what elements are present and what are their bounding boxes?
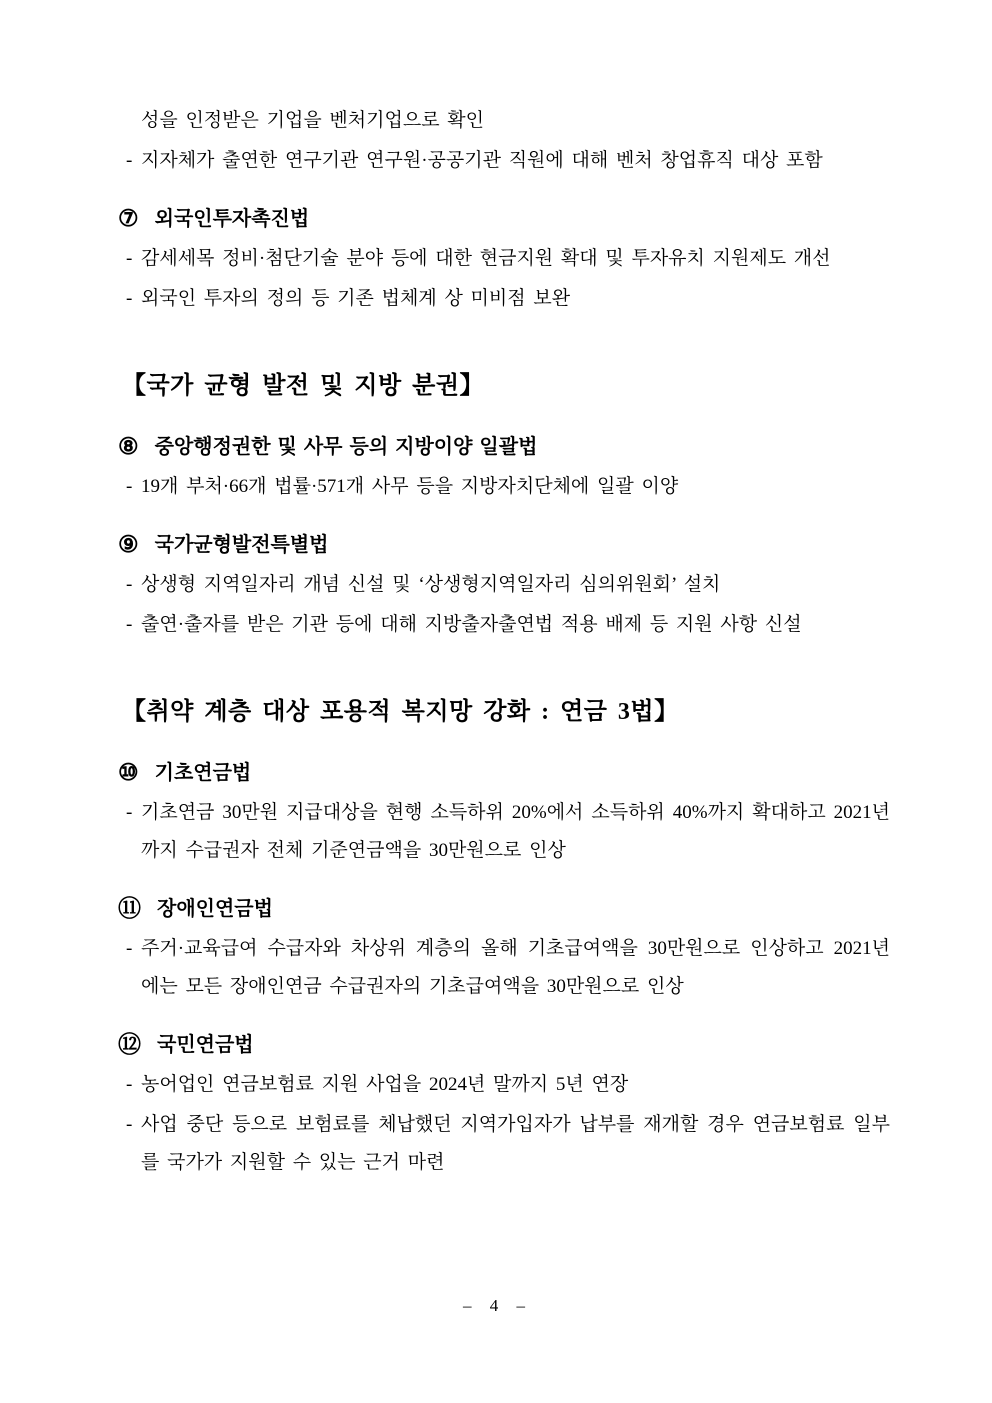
circled-number-9: ⑨ [118,532,139,557]
bullet-dash: - [126,1074,133,1095]
law-title: 국민연금법 [157,1034,254,1056]
section-header-balanced-development: 【국가 균형 발전 및 지방 분권】 [122,373,485,399]
law-heading-12 [118,1026,890,1064]
law-heading-7 [118,200,890,238]
law-title: 외국인투자촉진법 [154,208,310,230]
bullet-dash: - [126,938,133,959]
bullet-text: 외국인 투자의 정의 등 기존 법체계 상 미비점 보완 [141,288,571,309]
bullet-dash: - [126,1114,133,1135]
bullet-text: 기초연금 30만원 지급대상을 현행 소득하위 20%에서 소득하위 40%까지 확대하고 2021년까지 수급권자 전체 기준연금액을 30만원으로 인상 [141,802,890,861]
circled-number-10: ⑩ [118,760,139,785]
bullet-dash: - [126,248,133,269]
bullet-dash: - [126,476,133,497]
bullet-item [124,468,890,506]
bullet-text: 농어업인 연금보험료 지원 사업을 2024년 말까지 5년 연장 [141,1074,629,1095]
law-heading-9 [118,526,890,564]
law-heading-8 [118,428,890,466]
law-title: 중앙행정권한 및 사무 등의 지방이양 일괄법 [154,436,538,458]
bullet-text: 지자체가 출연한 연구기관 연구원·공공기관 직원에 대해 벤처 창업휴직 대상 포함 [141,150,823,171]
bullet-item [124,566,890,604]
law-heading-11 [118,890,890,928]
bullet-item [124,1106,890,1182]
bullet-dash: - [126,614,133,635]
bullet-text: 사업 중단 등으로 보험료를 체납했던 지역가입자가 납부를 재개할 경우 연금보험료 일부를 국가가 지원할 수 있는 근거 마련 [141,1114,890,1173]
circled-number-12: ⑫ [118,1032,141,1057]
section-header-welfare-pension: 【취약 계층 대상 포용적 복지망 강화 : 연금 3법】 [122,699,679,725]
bullet-dash: - [126,802,133,823]
bullet-dash: - [126,150,133,171]
circled-number-8: ⑧ [118,434,139,459]
law-title: 장애인연금법 [157,898,273,920]
page-number: – 4 – [463,1296,529,1315]
bullet-item [124,142,890,180]
law-title: 기초연금법 [154,762,252,784]
bullet-item [124,794,890,870]
bullet-text: 상생형 지역일자리 개념 신설 및 ‘상생형지역일자리 심의위원회’ 설치 [141,574,721,595]
law-title: 국가균형발전특별법 [154,534,329,556]
bullet-item [124,240,890,278]
bullet-text: 감세세목 정비·첨단기술 분야 등에 대한 현금지원 확대 및 투자유치 지원제도 개선 [141,248,831,269]
document-body [118,102,890,1182]
bullet-item [124,930,890,1006]
circled-number-7: ⑦ [118,206,139,231]
law-heading-10 [118,754,890,792]
bullet-text: 출연·출자를 받은 기관 등에 대해 지방출자출연법 적용 배제 등 지원 사항 신설 [141,614,802,635]
bullet-item [124,1066,890,1104]
bullet-text: 19개 부처·66개 법률·571개 사무 등을 지방자치단체에 일괄 이양 [141,476,679,497]
bullet-dash: - [126,574,133,595]
bullet-item [124,606,890,644]
bullet-dash: - [126,288,133,309]
page-footer [0,1296,992,1316]
bullet-item [124,280,890,318]
continuation-line: 성을 인정받은 기업을 벤처기업으로 확인 [141,110,485,131]
bullet-text: 주거·교육급여 수급자와 차상위 계층의 올해 기초급여액을 30만원으로 인상하고 2021년에는 모든 장애인연금 수급권자의 기초급여액을 30만원으로 인상 [141,938,890,997]
circled-number-11: ⑪ [118,896,141,921]
